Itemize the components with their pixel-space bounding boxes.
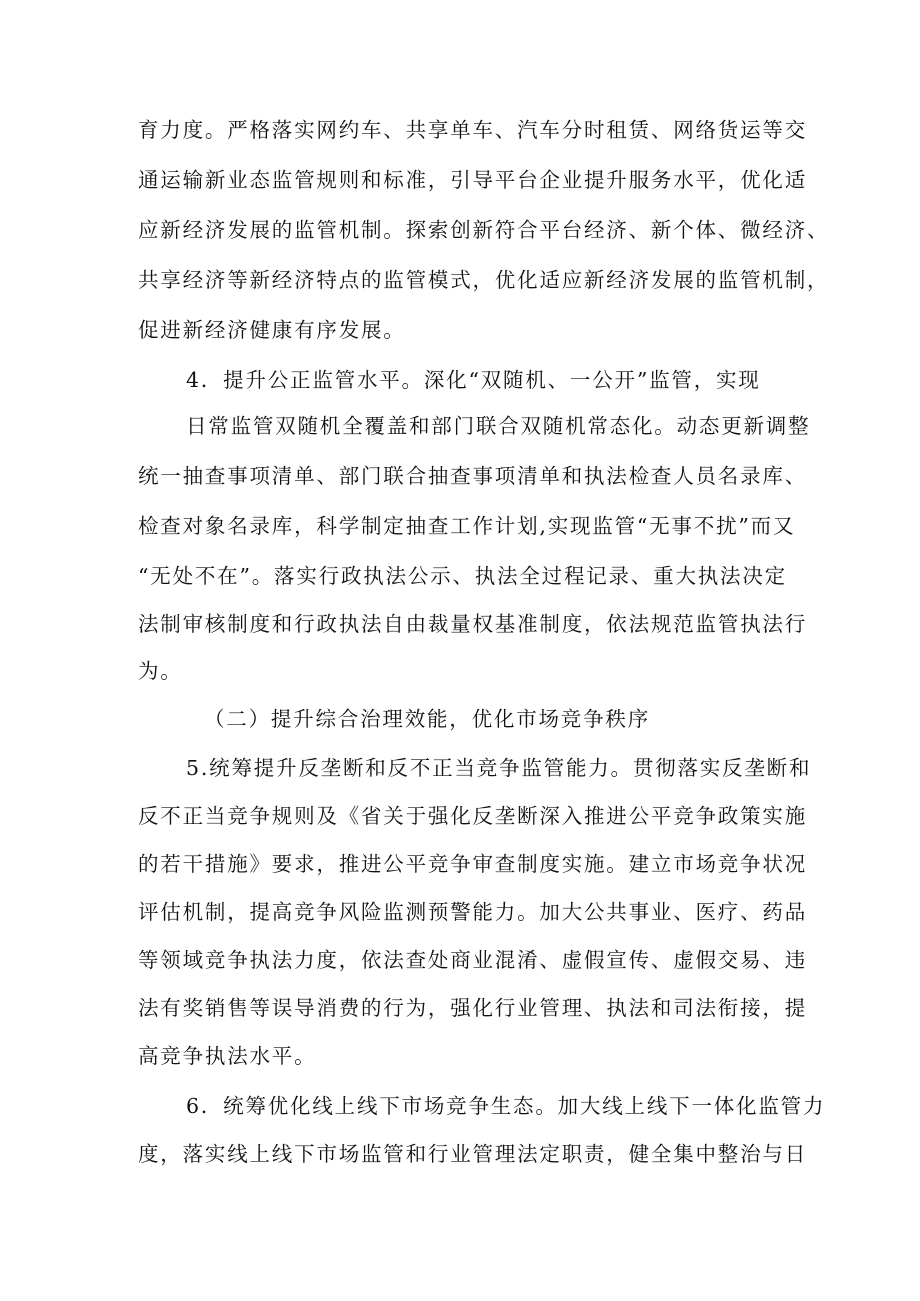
chapter-heading: （二）提升综合治理效能，优化市场竞争秩序	[204, 707, 650, 731]
text-line: 检查对象名录库，科学制定抽查工作计划,实现监管“无事不扰”而又	[138, 514, 796, 538]
text-line: 日常监管双随机全覆盖和部门联合双随机常态化。动态更新调整	[186, 414, 811, 438]
text-line: 应新经济发展的监管机制。探索创新符合平台经济、新个体、微经济、	[138, 218, 830, 242]
section-heading: 5.统筹提升反垄断和反不正当竞争监管能力。贯彻落实反垄断和	[186, 756, 812, 780]
text-line: “无处不在”。落实行政执法公示、执法全过程记录、重大执法决定	[138, 564, 787, 588]
text-line: 统一抽查事项清单、部门联合抽查事项清单和执法检查人员名录库、	[138, 464, 807, 488]
text-line: 反不正当竞争规则及《省关于强化反垄断深入推进公平竞争政策实施	[138, 804, 807, 828]
section-heading: 6．统筹优化线上线下市场竞争生态。加大线上线下一体化监管力	[186, 1094, 826, 1118]
section-heading: 4．提升公正监管水平。深化“双随机、一公开”监管，实现	[186, 368, 761, 392]
text-line: 度，落实线上线下市场监管和行业管理法定职责，健全集中整治与日	[138, 1142, 807, 1166]
text-line: 等领域竞争执法力度，依法查处商业混淆、虚假宣传、虚假交易、违	[138, 948, 807, 972]
text-line: 高竞争执法水平。	[138, 1044, 317, 1068]
text-line: 促进新经济健康有序发展。	[138, 318, 406, 342]
text-line: 法制审核制度和行政执法自由裁量权基准制度，依法规范监管执法行	[138, 612, 807, 636]
text-line: 通运输新业态监管规则和标准，引导平台企业提升服务水平，优化适	[138, 168, 807, 192]
text-line: 法有奖销售等误导消费的行为，强化行业管理、执法和司法衔接，提	[138, 996, 807, 1020]
text-line: 的若干措施》要求，推进公平竞争审查制度实施。建立市场竞争状况	[138, 852, 807, 876]
text-line: 评估机制，提高竞争风险监测预警能力。加大公共事业、医疗、药品	[138, 900, 807, 924]
text-line: 育力度。严格落实网约车、共享单车、汽车分时租赁、网络货运等交	[138, 118, 807, 142]
text-line: 共享经济等新经济特点的监管模式，优化适应新经济发展的监管机制，	[138, 268, 830, 292]
text-line: 为。	[138, 659, 183, 683]
